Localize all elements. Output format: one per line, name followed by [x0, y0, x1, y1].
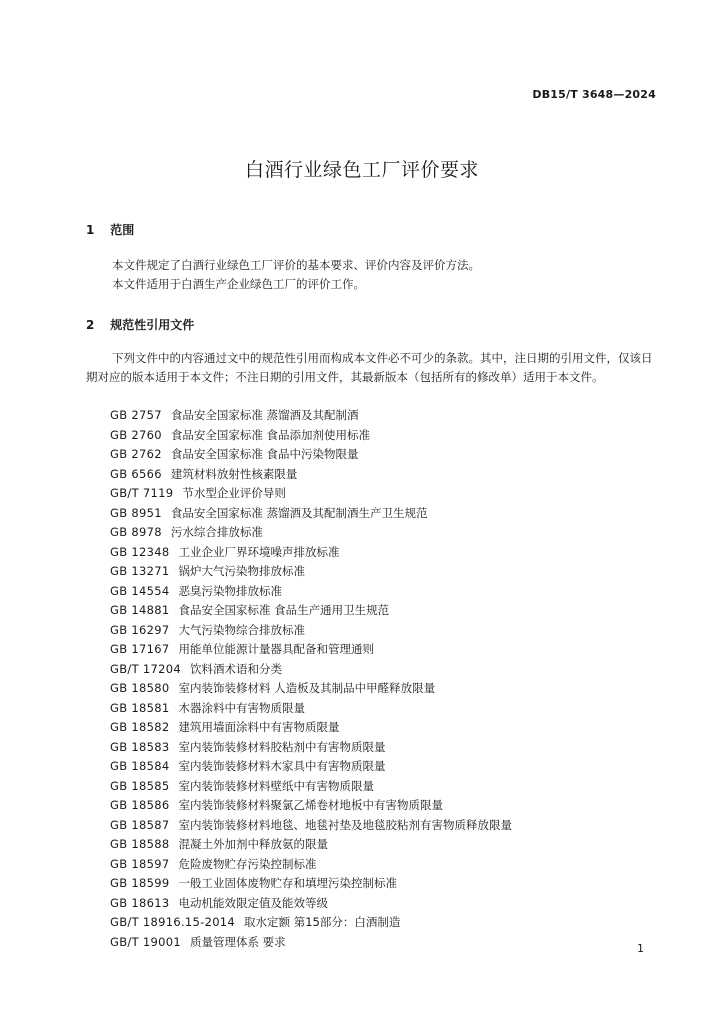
- reference-item: [110, 777, 512, 797]
- reference-item: [110, 582, 512, 602]
- section-1-title: 范围: [110, 223, 135, 237]
- reference-title: 食品安全国家标准 食品中污染物限量: [170, 447, 359, 461]
- section-1-heading: [86, 221, 134, 238]
- reference-title: 危险废物贮存污染控制标准: [178, 856, 317, 871]
- page-number: 1: [637, 942, 644, 955]
- reference-code: GB 2757: [110, 408, 162, 422]
- reference-item: [110, 660, 512, 680]
- section-1-number: 1: [86, 223, 95, 237]
- reference-code: GB 18586: [110, 798, 170, 812]
- reference-code: GB 18599: [110, 876, 170, 890]
- reference-item: [110, 757, 512, 777]
- reference-title: 节水型企业评价导则: [182, 486, 286, 500]
- reference-item: [110, 601, 512, 621]
- reference-code: GB 17167: [110, 642, 170, 656]
- reference-title: 食品安全国家标准 食品生产通用卫生规范: [178, 603, 390, 617]
- reference-code: GB 2760: [110, 427, 162, 442]
- reference-item: [110, 894, 512, 914]
- reference-item: [110, 874, 512, 894]
- reference-title: 饮料酒术语和分类: [189, 661, 282, 676]
- reference-title: 木器涂料中有害物质限量: [178, 700, 305, 715]
- reference-title: 室内装饰装修材料聚氯乙烯卷材地板中有害物质限量: [178, 798, 443, 812]
- reference-title: 大气污染物综合排放标准: [178, 622, 305, 637]
- reference-title: 室内装饰装修材料壁纸中有害物质限量: [178, 778, 374, 793]
- reference-code: GB 18581: [110, 700, 170, 715]
- reference-code: GB 14554: [110, 583, 170, 598]
- reference-title: 食品安全国家标准 蒸馏酒及其配制酒生产卫生规范: [170, 505, 428, 520]
- reference-title: 食品安全国家标准 蒸馏酒及其配制酒: [170, 408, 359, 422]
- reference-title: 恶臭污染物排放标准: [178, 583, 282, 598]
- reference-title: 一般工业固体废物贮存和填埋污染控制标准: [178, 876, 397, 890]
- reference-code: GB/T 7119: [110, 486, 174, 500]
- reference-title: 污水综合排放标准: [170, 525, 263, 539]
- document-title: 白酒行业绿色工厂评价要求: [244, 159, 479, 181]
- section-2-title: 规范性引用文件: [110, 318, 195, 332]
- reference-item: [110, 484, 512, 504]
- reference-title: 工业企业厂界环境噪声排放标准: [178, 544, 340, 559]
- reference-code: GB 18580: [110, 681, 170, 695]
- reference-title: 取水定额 第15部分：白酒制造: [244, 915, 401, 929]
- reference-code: GB 18587: [110, 817, 170, 832]
- reference-item: [110, 640, 512, 660]
- section-2-number: 2: [86, 318, 95, 332]
- reference-code: GB 14881: [110, 603, 170, 617]
- reference-title: 建筑用墙面涂料中有害物质限量: [178, 720, 340, 734]
- reference-item: [110, 835, 512, 855]
- reference-code: GB 18613: [110, 895, 170, 910]
- reference-code: GB 13271: [110, 564, 170, 578]
- reference-code: GB 6566: [110, 466, 162, 481]
- reference-code: GB 18584: [110, 759, 170, 773]
- reference-code: GB 18597: [110, 856, 170, 871]
- reference-title: 室内装饰装修材料地毯、地毯衬垫及地毯胶粘剂有害物质释放限量: [178, 817, 512, 832]
- references-intro: 下列文件中的内容通过文中的规范性引用而构成本文件必不可少的条款。其中，注日期的引用文件，仅该日期对应的版本适用于本文件；不注日期的引用文件，其最新版本（包括所有的修改单）适用于本文件。: [86, 351, 653, 384]
- reference-item: [110, 621, 512, 641]
- reference-code: GB 8978: [110, 525, 162, 539]
- reference-item: [110, 562, 512, 582]
- reference-item: [110, 406, 512, 426]
- standard-code: DB15/T 3648—2024: [532, 88, 656, 101]
- reference-title: 室内装饰装修材料胶粘剂中有害物质限量: [178, 739, 386, 754]
- reference-code: GB 18582: [110, 720, 170, 734]
- reference-title: 混凝土外加剂中释放氨的限量: [178, 837, 328, 851]
- reference-code: GB 2762: [110, 447, 162, 461]
- reference-code: GB/T 19001: [110, 934, 181, 949]
- normative-reference-list: [110, 406, 512, 952]
- reference-code: GB 8951: [110, 505, 162, 520]
- reference-item: [110, 679, 512, 699]
- section-2-heading: [86, 316, 194, 333]
- reference-title: 室内装饰装修材料木家具中有害物质限量: [178, 759, 386, 773]
- scope-paragraph-1: 本文件规定了白酒行业绿色工厂评价的基本要求、评价内容及评价方法。: [112, 258, 480, 272]
- reference-title: 锅炉大气污染物排放标准: [178, 564, 305, 578]
- reference-item: [110, 933, 512, 953]
- reference-item: [110, 523, 512, 543]
- reference-item: [110, 718, 512, 738]
- reference-code: GB/T 17204: [110, 661, 181, 676]
- reference-item: [110, 426, 512, 446]
- reference-item: [110, 738, 512, 758]
- reference-title: 质量管理体系 要求: [189, 934, 286, 949]
- reference-item: [110, 855, 512, 875]
- reference-code: GB/T 18916.15-2014: [110, 915, 236, 929]
- reference-item: [110, 504, 512, 524]
- reference-title: 用能单位能源计量器具配备和管理通则: [178, 642, 374, 656]
- reference-code: GB 16297: [110, 622, 170, 637]
- reference-title: 食品安全国家标准 食品添加剂使用标准: [170, 427, 370, 442]
- reference-code: GB 18585: [110, 778, 170, 793]
- reference-item: [110, 913, 512, 933]
- reference-item: [110, 796, 512, 816]
- reference-title: 建筑材料放射性核素限量: [170, 466, 298, 481]
- reference-code: GB 18583: [110, 739, 170, 754]
- reference-code: GB 12348: [110, 544, 170, 559]
- reference-item: [110, 699, 512, 719]
- reference-item: [110, 816, 512, 836]
- reference-title: 室内装饰装修材料 人造板及其制品中甲醛释放限量: [178, 681, 436, 695]
- reference-item: [110, 445, 512, 465]
- reference-code: GB 18588: [110, 837, 170, 851]
- reference-title: 电动机能效限定值及能效等级: [178, 895, 328, 910]
- reference-item: [110, 543, 512, 563]
- reference-item: [110, 465, 512, 485]
- scope-paragraph-2: 本文件适用于白酒生产企业绿色工厂的评价工作。: [112, 277, 365, 291]
